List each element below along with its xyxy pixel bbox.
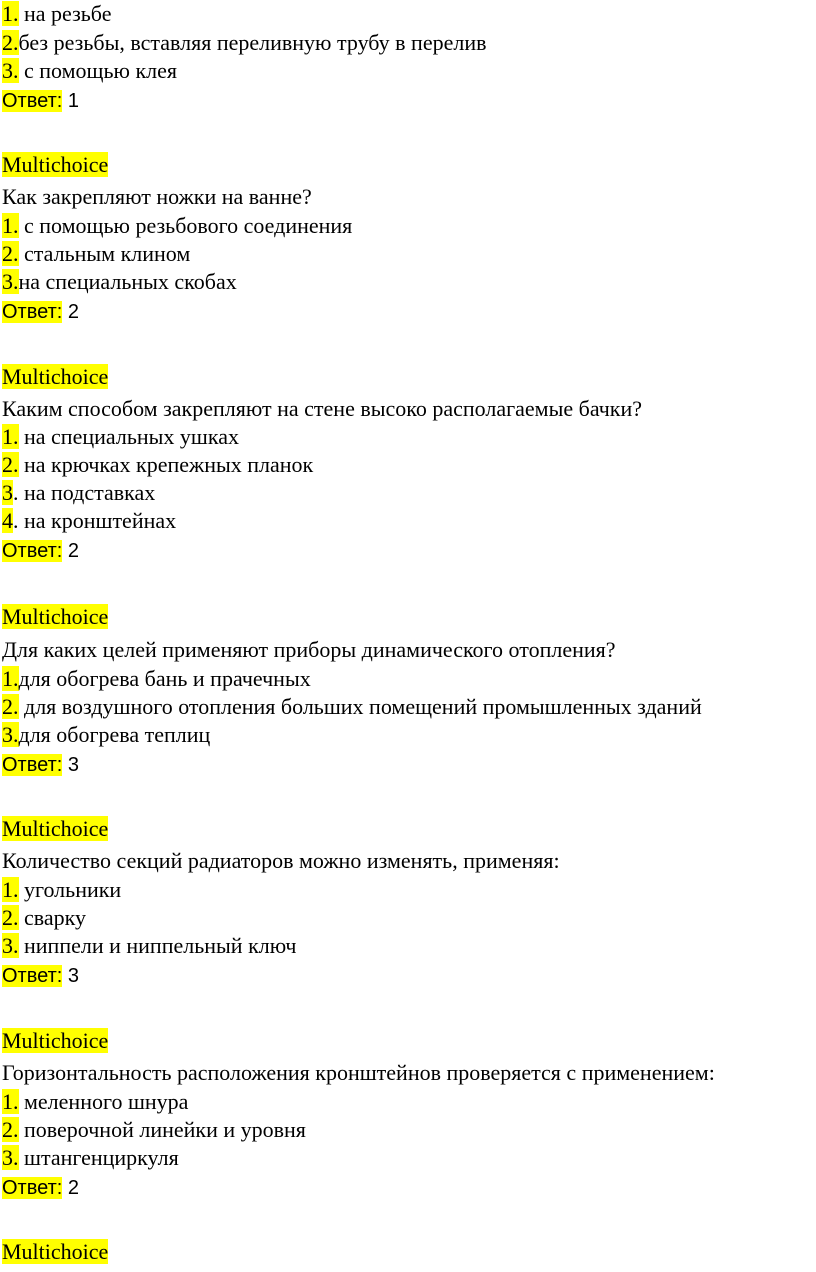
- option-line: [2, 423, 239, 451]
- option-line: [2, 507, 176, 535]
- option-line: [2, 721, 210, 749]
- question-type: Multichoice: [2, 364, 109, 389]
- option-line: [2, 57, 177, 85]
- answer-line: [2, 1174, 79, 1202]
- question-text: Количество секций радиаторов можно изменять, применяя:: [2, 848, 560, 873]
- option-text: сварку: [18, 905, 87, 930]
- answer-line: [2, 751, 79, 779]
- option-text: для обогрева бань и прачечных: [18, 666, 311, 691]
- option-text: для обогрева теплиц: [18, 722, 211, 747]
- option-text: ниппели и ниппельный ключ: [18, 933, 297, 958]
- option-text: для воздушного отопления больших помещений промышленных зданий: [18, 694, 702, 719]
- question-type: Multichoice: [2, 1028, 109, 1053]
- option-text: угольники: [18, 877, 122, 902]
- answer-label: Ответ:: [2, 1177, 63, 1199]
- answer-line: [2, 87, 79, 115]
- option-number: 3.: [2, 933, 19, 958]
- option-text: на крючках крепежных планок: [18, 452, 314, 477]
- question-type: Multichoice: [2, 152, 109, 177]
- answer-value: 1: [62, 90, 79, 112]
- question-text: Каким способом закрепляют на стене высоко располагаемые бачки?: [2, 396, 642, 421]
- option-number: 1.: [2, 1, 19, 26]
- answer-label: Ответ:: [2, 90, 63, 112]
- option-line: [2, 212, 352, 240]
- option-number: 3.: [2, 58, 19, 83]
- question-type: Multichoice: [2, 816, 109, 841]
- option-line: [2, 451, 313, 479]
- option-line: [2, 876, 121, 904]
- option-number: 2.: [2, 241, 19, 266]
- option-number: 2.: [2, 905, 19, 930]
- option-number: 1.: [2, 213, 19, 238]
- option-line: [2, 1116, 306, 1144]
- option-number: 1.: [2, 666, 19, 691]
- question-text: Как закрепляют ножки на ванне?: [2, 184, 312, 209]
- option-number: 4: [2, 508, 13, 533]
- option-text: на специальных скобах: [18, 269, 237, 294]
- answer-label: Ответ:: [2, 754, 63, 776]
- option-text: без резьбы, вставляя переливную трубу в перелив: [18, 30, 487, 55]
- question-text: Для каких целей применяют приборы динамического отопления?: [2, 637, 616, 662]
- option-line: [2, 693, 702, 721]
- answer-line: [2, 537, 79, 565]
- option-text: на резьбе: [18, 1, 112, 26]
- answer-value: 2: [62, 540, 79, 562]
- question-type: Multichoice: [2, 1239, 109, 1264]
- answer-line: [2, 298, 79, 326]
- answer-value: 2: [62, 1177, 79, 1199]
- option-line: [2, 0, 111, 28]
- option-number: 3.: [2, 722, 19, 747]
- option-text: на специальных ушках: [18, 424, 239, 449]
- answer-label: Ответ:: [2, 965, 63, 987]
- option-text: с помощью резьбового соединения: [18, 213, 353, 238]
- option-text: поверочной линейки и уровня: [18, 1117, 306, 1142]
- option-line: [2, 904, 86, 932]
- answer-value: 3: [62, 754, 79, 776]
- option-number: 1.: [2, 1089, 19, 1114]
- option-line: [2, 932, 296, 960]
- answer-value: 2: [62, 301, 79, 323]
- option-line: [2, 29, 486, 57]
- option-line: [2, 1088, 188, 1116]
- answer-label: Ответ:: [2, 301, 63, 323]
- option-number: 3: [2, 480, 13, 505]
- option-text: . на кронштейнах: [13, 508, 177, 533]
- answer-value: 3: [62, 965, 79, 987]
- option-text: . на подставках: [13, 480, 156, 505]
- option-text: с помощью клея: [18, 58, 178, 83]
- option-number: 1.: [2, 424, 19, 449]
- answer-line: [2, 962, 79, 990]
- option-line: [2, 268, 237, 296]
- option-line: [2, 665, 311, 693]
- answer-label: Ответ:: [2, 540, 63, 562]
- option-number: 2.: [2, 30, 19, 55]
- option-text: штангенциркуля: [18, 1145, 179, 1170]
- option-number: 3.: [2, 1145, 19, 1170]
- option-line: [2, 1144, 179, 1172]
- option-number: 2.: [2, 1117, 19, 1142]
- option-number: 2.: [2, 452, 19, 477]
- option-number: 3.: [2, 269, 19, 294]
- option-line: [2, 240, 190, 268]
- question-text: Горизонтальность расположения кронштейнов проверяется с применением:: [2, 1060, 715, 1085]
- option-number: 1.: [2, 877, 19, 902]
- question-type: Multichoice: [2, 604, 109, 629]
- option-text: стальным клином: [18, 241, 191, 266]
- option-line: [2, 479, 155, 507]
- option-number: 2.: [2, 694, 19, 719]
- option-text: меленного шнура: [18, 1089, 189, 1114]
